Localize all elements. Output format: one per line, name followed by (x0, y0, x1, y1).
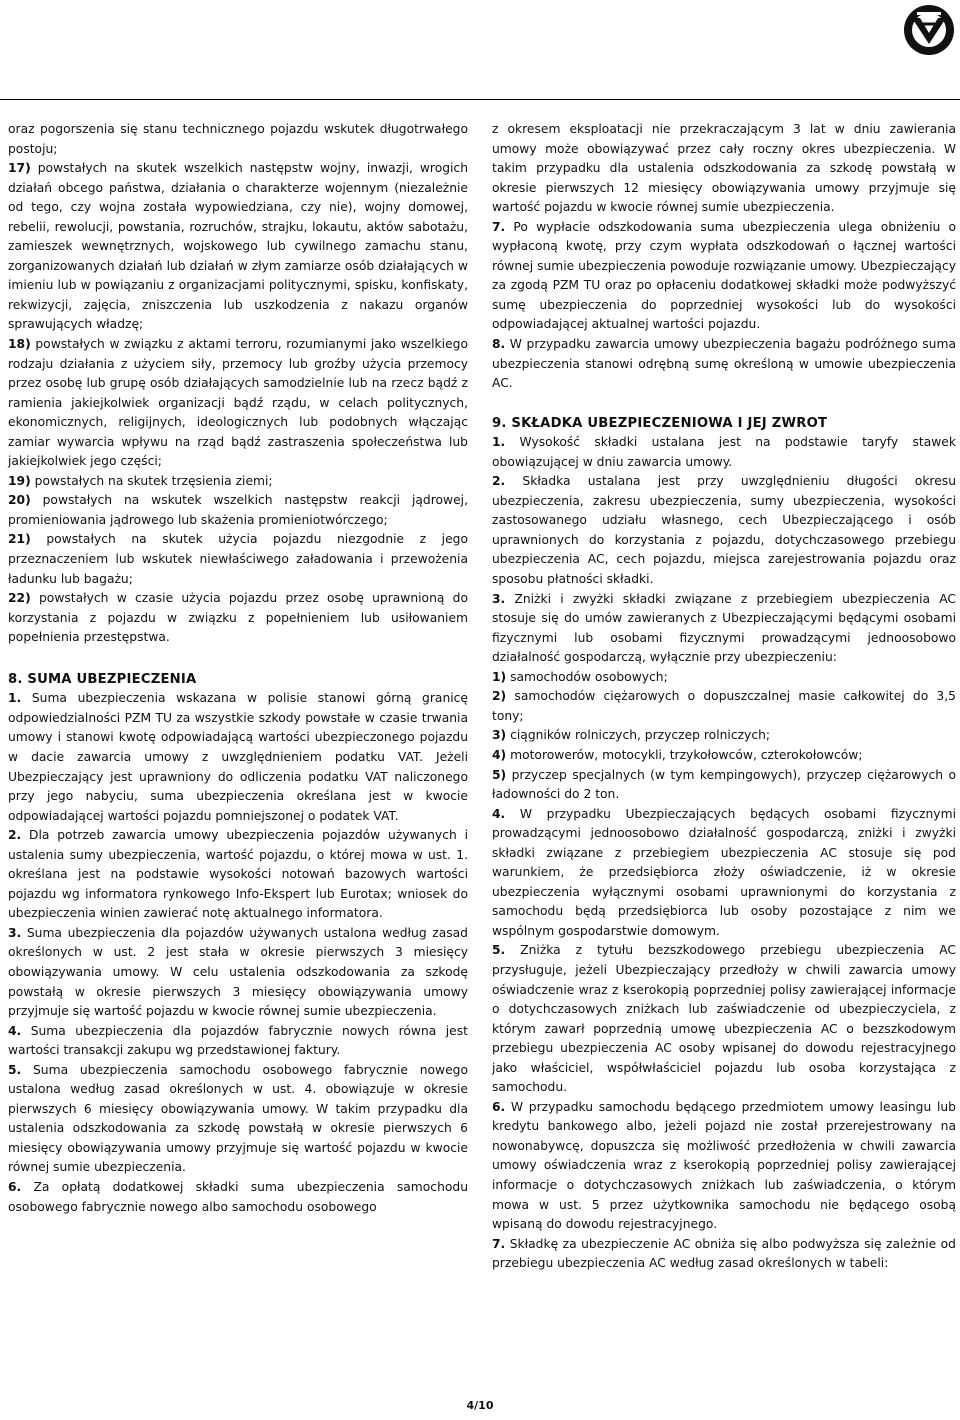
item-number: 1. (492, 435, 506, 450)
paragraph-text: Suma ubezpieczenia wskazana w polisie stanowi górną granicę odpowiedzialności PZM TU za wszystkie szkody powstałe w czasie trwania umowy i stanowi kwotę odpowiadającą wartości ubezpieczonego pojazdu w dacie zawarcia umowy z uwzględnieniem podatku VAT. Jeżeli Ubezpieczający jest uprawniony do odliczenia podatku VAT naliczonego przy jego nabyciu, suma ubezpieczenia określana jest w kwocie odpowiadającej wartości pojazdu pomniejszonej o podatek VAT. (8, 691, 468, 823)
paragraph (492, 590, 956, 668)
paragraph-text: powstałych w związku z aktami terroru, rozumianymi jako wszelkiego rodzaju działania z użyciem siły, przemocy lub groźby użycia przemocy przez osobę lub grupę osób działających samodzielnie lub na rzecz bądź z ramienia jakiejkolwiek organizacji bądź rządu, w celach politycznych, ekonomicznych, religijnych, ideologicznych lub podobnych włączając zamiar wywarcia wpływu na rząd bądź zastraszenia społeczeństwa lub jakiejkolwiek jego części; (8, 337, 468, 469)
item-number: 2) (492, 689, 507, 704)
item-number: 4. (8, 1023, 22, 1038)
paragraph-text: samochodów ciężarowych o dopuszczalnej masie całkowitej do 3,5 tony; (492, 689, 956, 723)
item-number: 1) (492, 669, 507, 684)
paragraph (8, 1178, 468, 1217)
paragraph-text: powstałych na skutek trzęsienia ziemi; (34, 473, 273, 488)
paragraph (492, 335, 956, 394)
item-number: 21) (8, 532, 31, 547)
paragraph (492, 746, 956, 766)
paragraph (492, 805, 956, 942)
item-number: 2. (492, 474, 506, 489)
paragraph (8, 120, 468, 159)
item-number: 20) (8, 493, 31, 508)
left-column (8, 120, 468, 1217)
page-number: 4/10 (466, 1399, 494, 1412)
paragraph-text: Zniżka z tytułu bezszkodowego przebiegu ubezpieczenia AC przysługuje, jeżeli Ubezpieczający przedłoży w chwili zawarcia umowy oświadczenie wraz z kserokopią poprzedniej polisy zawierającej informacje o dotychczasowych zniżkach lub zaświadczenie od ubezpieczyciela, z którym zawarł poprzednią umowę ubezpieczenia AC o bezszkodowym przebiegu ubezpieczenia AC osoby wpisanej do dowodu rejestracyjnego jako właściciel, współwłaściciel pojazdu lub osoba korzystająca z samochodu. (492, 943, 956, 1095)
company-logo-icon (903, 4, 955, 56)
paragraph (492, 1098, 956, 1235)
paragraph-text: motorowerów, motocykli, trzykołowców, czterokołowców; (510, 747, 863, 762)
paragraph-text: Suma ubezpieczenia dla pojazdów fabrycznie nowych równa jest wartości transakcji zakupu wg przedstawionej faktury. (8, 1023, 468, 1058)
item-number: 3) (492, 728, 507, 743)
paragraph-text: W przypadku Ubezpieczających będących osobami fizycznymi prowadzącymi jednoosobowo działalność gospodarczą, zniżki i zwyżki składki związane z przebiegiem ubezpieczenia AC stosuje się pod warunkiem, że przedsiębiorca złoży oświadczenie, iż w okresie ubezpieczenia wyłącznymi osobami uprawnionymi do korzystania z samochodu będą przedsiębiorca lub osoby pozostające z nim we wspólnym gospodarstwie domowym. (492, 806, 956, 938)
paragraph (492, 120, 956, 218)
paragraph (8, 335, 468, 472)
paragraph-text: ciągników rolniczych, przyczep rolniczych; (510, 728, 771, 743)
paragraph-text: powstałych w czasie użycia pojazdu przez osobę uprawnioną do korzystania z pojazdu w związku z popełnieniem lub usiłowaniem popełnienia przestępstwa. (8, 591, 468, 645)
paragraph (492, 668, 956, 688)
section-heading: 8. SUMA UBEZPIECZENIA (8, 671, 197, 687)
item-number: 5. (492, 943, 506, 958)
paragraph (8, 689, 468, 826)
paragraph (8, 1061, 468, 1178)
paragraph (492, 687, 956, 726)
item-number: 7. (492, 219, 506, 234)
paragraph (8, 924, 468, 1022)
paragraph-text: Dla potrzeb zawarcia umowy ubezpieczenia pojazdów używanych i ustalenia sumy ubezpieczenia, wartość pojazdu, o której mowa w ust. 1. określana jest na podstawie wysokości notowań bazowych wartości pojazdu wg informatora rynkowego Info-Ekspert lub Eurotax; wniosek do ubezpieczenia winien zawierać notę aktualnego informatora. (8, 828, 468, 921)
paragraph (8, 491, 468, 530)
item-number: 1. (8, 691, 22, 706)
paragraph-text: samochodów osobowych; (510, 669, 668, 684)
paragraph-text: Wysokość składki ustalana jest na podstawie taryfy stawek obowiązującej w dniu zawarcia umowy. (492, 435, 956, 469)
paragraph (8, 1022, 468, 1061)
paragraph (492, 433, 956, 472)
paragraph-text: Zniżki i zwyżki składki związane z przebiegiem ubezpieczenia AC stosuje się do umów zawieranych z Ubezpieczającymi będącymi osobami fizycznymi lub osobami fizycznymi prowadzącymi jednoosobowo działalność gospodarczą, wyłącznie przy ubezpieczeniu: (492, 591, 956, 665)
paragraph (492, 766, 956, 805)
item-number: 3. (492, 591, 506, 606)
item-number: 8. (492, 337, 506, 352)
paragraph (8, 826, 468, 924)
paragraph (8, 472, 468, 492)
paragraph (8, 530, 468, 589)
paragraph (492, 218, 956, 335)
header-rule (0, 99, 960, 100)
item-number: 18) (8, 337, 31, 352)
item-number: 5) (492, 767, 507, 782)
item-number: 3. (8, 925, 22, 940)
paragraph-text: Suma ubezpieczenia samochodu osobowego fabrycznie nowego ustalona według zasad określonych w ust. 4. obowiązuje w okresie pierwszych 6 miesięcy obowiązywania umowy. W takim przypadku dla ustalenia odszkodowania za szkodę powstałą w okresie pierwszych 6 miesięcy obowiązywania umowy przyjmuje się wartość pojazdu w kwocie równej sumie ubezpieczenia. (8, 1062, 468, 1175)
item-number: 6. (8, 1179, 22, 1194)
paragraph-text: Składka ustalana jest przy uwzględnieniu długości okresu ubezpieczenia, zakresu ubezpieczenia, sumy ubezpieczenia, wysokości zastosowanego udziału własnego, cech Ubezpieczającego i osób uprawnionych do korzystania z pojazdu, dotychczasowego przebiegu ubezpieczenia AC, cech pojazdu, miejsca zarejestrowania pojazdu oraz sposobu płatności składki. (492, 474, 956, 587)
item-number: 17) (8, 161, 31, 176)
paragraph-text: powstałych na wskutek wszelkich następstw reakcji jądrowej, promieniowania jądrowego lub skażenia promieniotwórczego; (8, 493, 468, 527)
paragraph-text: oraz pogorszenia się stanu technicznego pojazdu wskutek długotrwałego postoju; (8, 122, 468, 156)
item-number: 2. (8, 828, 22, 843)
paragraph (8, 159, 468, 335)
item-number: 19) (8, 473, 31, 488)
paragraph-text: Po wypłacie odszkodowania suma ubezpieczenia ulega obniżeniu o wypłaconą kwotę, przy czym wypłata odszkodowań o łącznej wartości równej sumie ubezpieczenia powoduje rozwiązanie umowy. Ubezpieczający za zgodą PZM TU oraz po opłaceniu dodatkowej składki może podwyższyć sumę ubezpieczenia do poprzedniej wysokości lub do wysokości odpowiadającej aktualnej wartości pojazdu. (492, 219, 956, 332)
paragraph-text: Suma ubezpieczenia dla pojazdów używanych ustalona według zasad określonych w ust. 2 jest stała w okresie pierwszych 3 miesięcy obowiązywania umowy. W celu ustalenia odszkodowania za szkodę powstałą w okresie pierwszych 3 miesięcy obowiązywania umowy przyjmuje się wartość pojazdu w kwocie równej sumie ubezpieczenia. (8, 925, 468, 1019)
item-number: 22) (8, 591, 31, 606)
paragraph-text: przyczep specjalnych (w tym kempingowych), przyczep ciężarowych o ładowności do 2 ton. (492, 767, 956, 802)
paragraph-text: powstałych na skutek wszelkich następstw wojny, inwazji, wrogich działań obcego państwa, działania o charakterze wojennym (niezależnie od tego, czy wojna została wypowiedziana, czy nie), wojny domowej, rebelii, rewolucji, powstania, rozruchów, strajku, lokautu, aktów sabotażu, zamieszek wewnętrznych, wojskowego lub cywilnego zamachu stanu, zorganizowanych działań lub działań w złym zamiarze osób działających w imieniu lub w powiązaniu z organizacjami politycznymi, spisku, konfiskaty, rekwizycji, zajęcia, zniszczenia lub uszkodzenia z nakazu organów sprawujących władzę; (8, 161, 468, 332)
right-column (492, 120, 956, 1274)
item-number: 7. (492, 1236, 506, 1251)
paragraph (492, 1235, 956, 1274)
paragraph-text: z okresem eksploatacji nie przekraczającym 3 lat w dniu zawierania umowy może obowiązywać przez cały roczny okres ubezpieczenia. W takim przypadku dla ustalenia odszkodowania za szkodę powstałą w okresie pierwszych 12 miesięcy obowiązywania umowy przyjmuje się wartość pojazdu w kwocie równej sumie ubezpieczenia. (492, 122, 956, 215)
item-number: 6. (492, 1099, 506, 1114)
paragraph-text: Za opłatą dodatkowej składki suma ubezpieczenia samochodu osobowego fabrycznie nowego albo samochodu osobowego (8, 1179, 468, 1214)
paragraph (8, 589, 468, 648)
item-number: 4. (492, 806, 506, 821)
paragraph-text: W przypadku samochodu będącego przedmiotem umowy leasingu lub kredytu bankowego albo, jeżeli pojazd nie został przerejestrowany na nowonabywcę, dopuszcza się możliwość przedłożenia w chwili zawarcia umowy oświadczenia wraz z kserokopią poprzedniej polisy zawierającej informacje o dotychczasowych zniżkach lub zaświadczenia, o którym mowa w ust. 5 przez użytkownika samochodu nie będącego osobą wpisaną do dowodu rejestracyjnego. (492, 1099, 956, 1232)
paragraph (492, 472, 956, 589)
paragraph-text: powstałych na skutek użycia pojazdu niezgodnie z jego przeznaczeniem lub wskutek niewłaściwego załadowania i przewożenia ładunku lub bagażu; (8, 532, 468, 586)
paragraph-text: Składkę za ubezpieczenie AC obniża się albo podwyższa się zależnie od przebiegu ubezpieczenia AC według zasad określonych w tabeli: (492, 1236, 956, 1271)
item-number: 5. (8, 1062, 22, 1077)
paragraph-text: W przypadku zawarcia umowy ubezpieczenia bagażu podróżnego suma ubezpieczenia stanowi odrębną sumę określoną w umowie ubezpieczenia AC. (492, 337, 956, 391)
paragraph (492, 941, 956, 1097)
section-heading: 9. SKŁADKA UBEZPIECZENIOWA I JEJ ZWROT (492, 415, 828, 431)
paragraph (492, 726, 956, 746)
item-number: 4) (492, 747, 507, 762)
